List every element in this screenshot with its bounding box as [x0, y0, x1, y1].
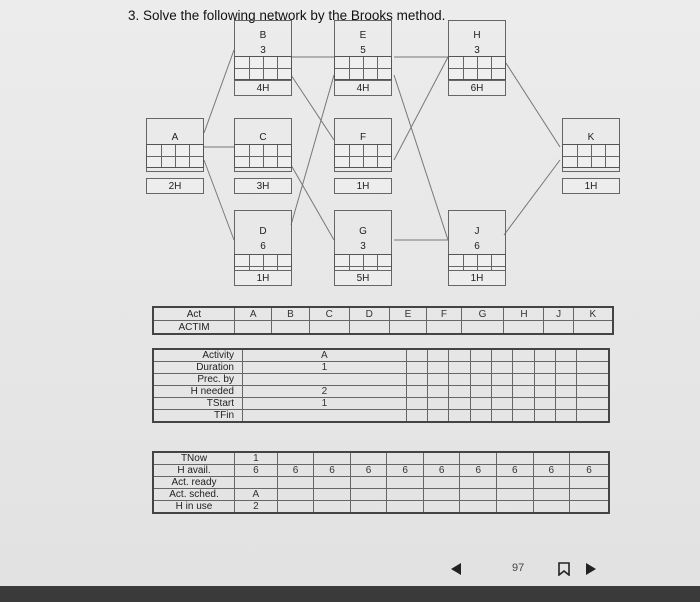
row-label: Act. ready	[153, 477, 235, 489]
cell: 1	[243, 398, 407, 410]
node-duration: 6	[474, 241, 480, 252]
col-header: K	[573, 307, 613, 321]
edge-F-H	[394, 57, 448, 160]
node-label: J	[474, 226, 480, 237]
cell: 6	[387, 465, 424, 477]
node-hours: 3H	[234, 178, 292, 194]
row-label: H needed	[153, 386, 243, 398]
cell: 6	[235, 465, 278, 477]
screen-bottom-edge	[0, 586, 700, 602]
row-label: Activity	[153, 349, 243, 362]
row-label: Duration	[153, 362, 243, 374]
node-hours: 5H	[334, 270, 392, 286]
table-row	[153, 452, 609, 465]
edge-A-D	[204, 160, 234, 240]
node-label: D	[259, 226, 267, 237]
table-row	[153, 374, 609, 386]
edge-J-K	[504, 160, 560, 235]
table-row	[153, 489, 609, 501]
edge-H-K	[504, 60, 560, 147]
node-hours: 1H	[562, 178, 620, 194]
cell: 1	[235, 452, 278, 465]
cell: 6	[277, 465, 314, 477]
row-label-act: Act	[153, 307, 235, 321]
row-label: H in use	[153, 501, 235, 514]
node-label: A	[171, 132, 179, 143]
col-header: J	[544, 307, 573, 321]
col-header: H	[504, 307, 544, 321]
row-label: TFin	[153, 410, 243, 423]
page-number: 97	[512, 562, 525, 574]
node-duration: 3	[474, 45, 480, 56]
node-label: E	[359, 30, 367, 41]
table-row	[153, 410, 609, 423]
row-label: TStart	[153, 398, 243, 410]
node-hours: 2H	[146, 178, 204, 194]
table-row	[153, 477, 609, 489]
bookmark-icon[interactable]	[558, 562, 570, 579]
cell: 6	[533, 465, 570, 477]
row-label: TNow	[153, 452, 235, 465]
cell: 6	[350, 465, 387, 477]
resource-table	[152, 451, 610, 514]
edge-E-J	[394, 75, 448, 240]
row-label: Act. sched.	[153, 489, 235, 501]
node-label: F	[359, 132, 367, 143]
col-header: G	[461, 307, 504, 321]
cell: 6	[314, 465, 351, 477]
col-header: F	[427, 307, 462, 321]
row-label: H avail.	[153, 465, 235, 477]
col-header: C	[309, 307, 349, 321]
question-title: 3. Solve the following network by the Brooks method.	[128, 8, 446, 23]
table-row	[153, 362, 609, 374]
node-label: B	[259, 30, 267, 41]
node-label: G	[359, 226, 367, 237]
col-header: B	[272, 307, 309, 321]
cell: 6	[460, 465, 497, 477]
node-duration: 3	[260, 45, 266, 56]
cell: 2	[243, 386, 407, 398]
cell: 2	[235, 501, 278, 514]
node-label: C	[259, 132, 267, 143]
cell: A	[235, 489, 278, 501]
node-hours: 1H	[448, 270, 506, 286]
prev-page-icon[interactable]	[451, 563, 461, 578]
activity-table	[152, 348, 610, 423]
node-hours: 1H	[234, 270, 292, 286]
node-hours: 4H	[334, 80, 392, 96]
cell: 1	[243, 362, 407, 374]
node-hours: 1H	[334, 178, 392, 194]
col-header: A	[235, 307, 272, 321]
cell: 6	[570, 465, 609, 477]
node-label: K	[587, 132, 595, 143]
col-header: D	[349, 307, 389, 321]
table-row	[153, 321, 613, 335]
cell: A	[243, 349, 407, 362]
edge-B-F	[291, 75, 334, 140]
table-row	[153, 386, 609, 398]
table-row	[153, 501, 609, 514]
node-duration: 6	[260, 241, 266, 252]
col-header: E	[389, 307, 426, 321]
cell: 6	[497, 465, 534, 477]
row-label-actim: ACTIM	[153, 321, 235, 335]
node-duration: 5	[360, 45, 366, 56]
table-row	[153, 349, 609, 362]
node-duration: 3	[360, 241, 366, 252]
table-row	[153, 398, 609, 410]
next-page-icon[interactable]	[586, 563, 596, 578]
row-label: Prec. by	[153, 374, 243, 386]
edge-A-B	[204, 50, 234, 133]
node-label: H	[473, 30, 481, 41]
table-row	[153, 465, 609, 477]
cell: 6	[423, 465, 460, 477]
node-hours: 6H	[448, 80, 506, 96]
table-row	[153, 307, 613, 321]
actim-table	[152, 306, 614, 335]
node-hours: 4H	[234, 80, 292, 96]
